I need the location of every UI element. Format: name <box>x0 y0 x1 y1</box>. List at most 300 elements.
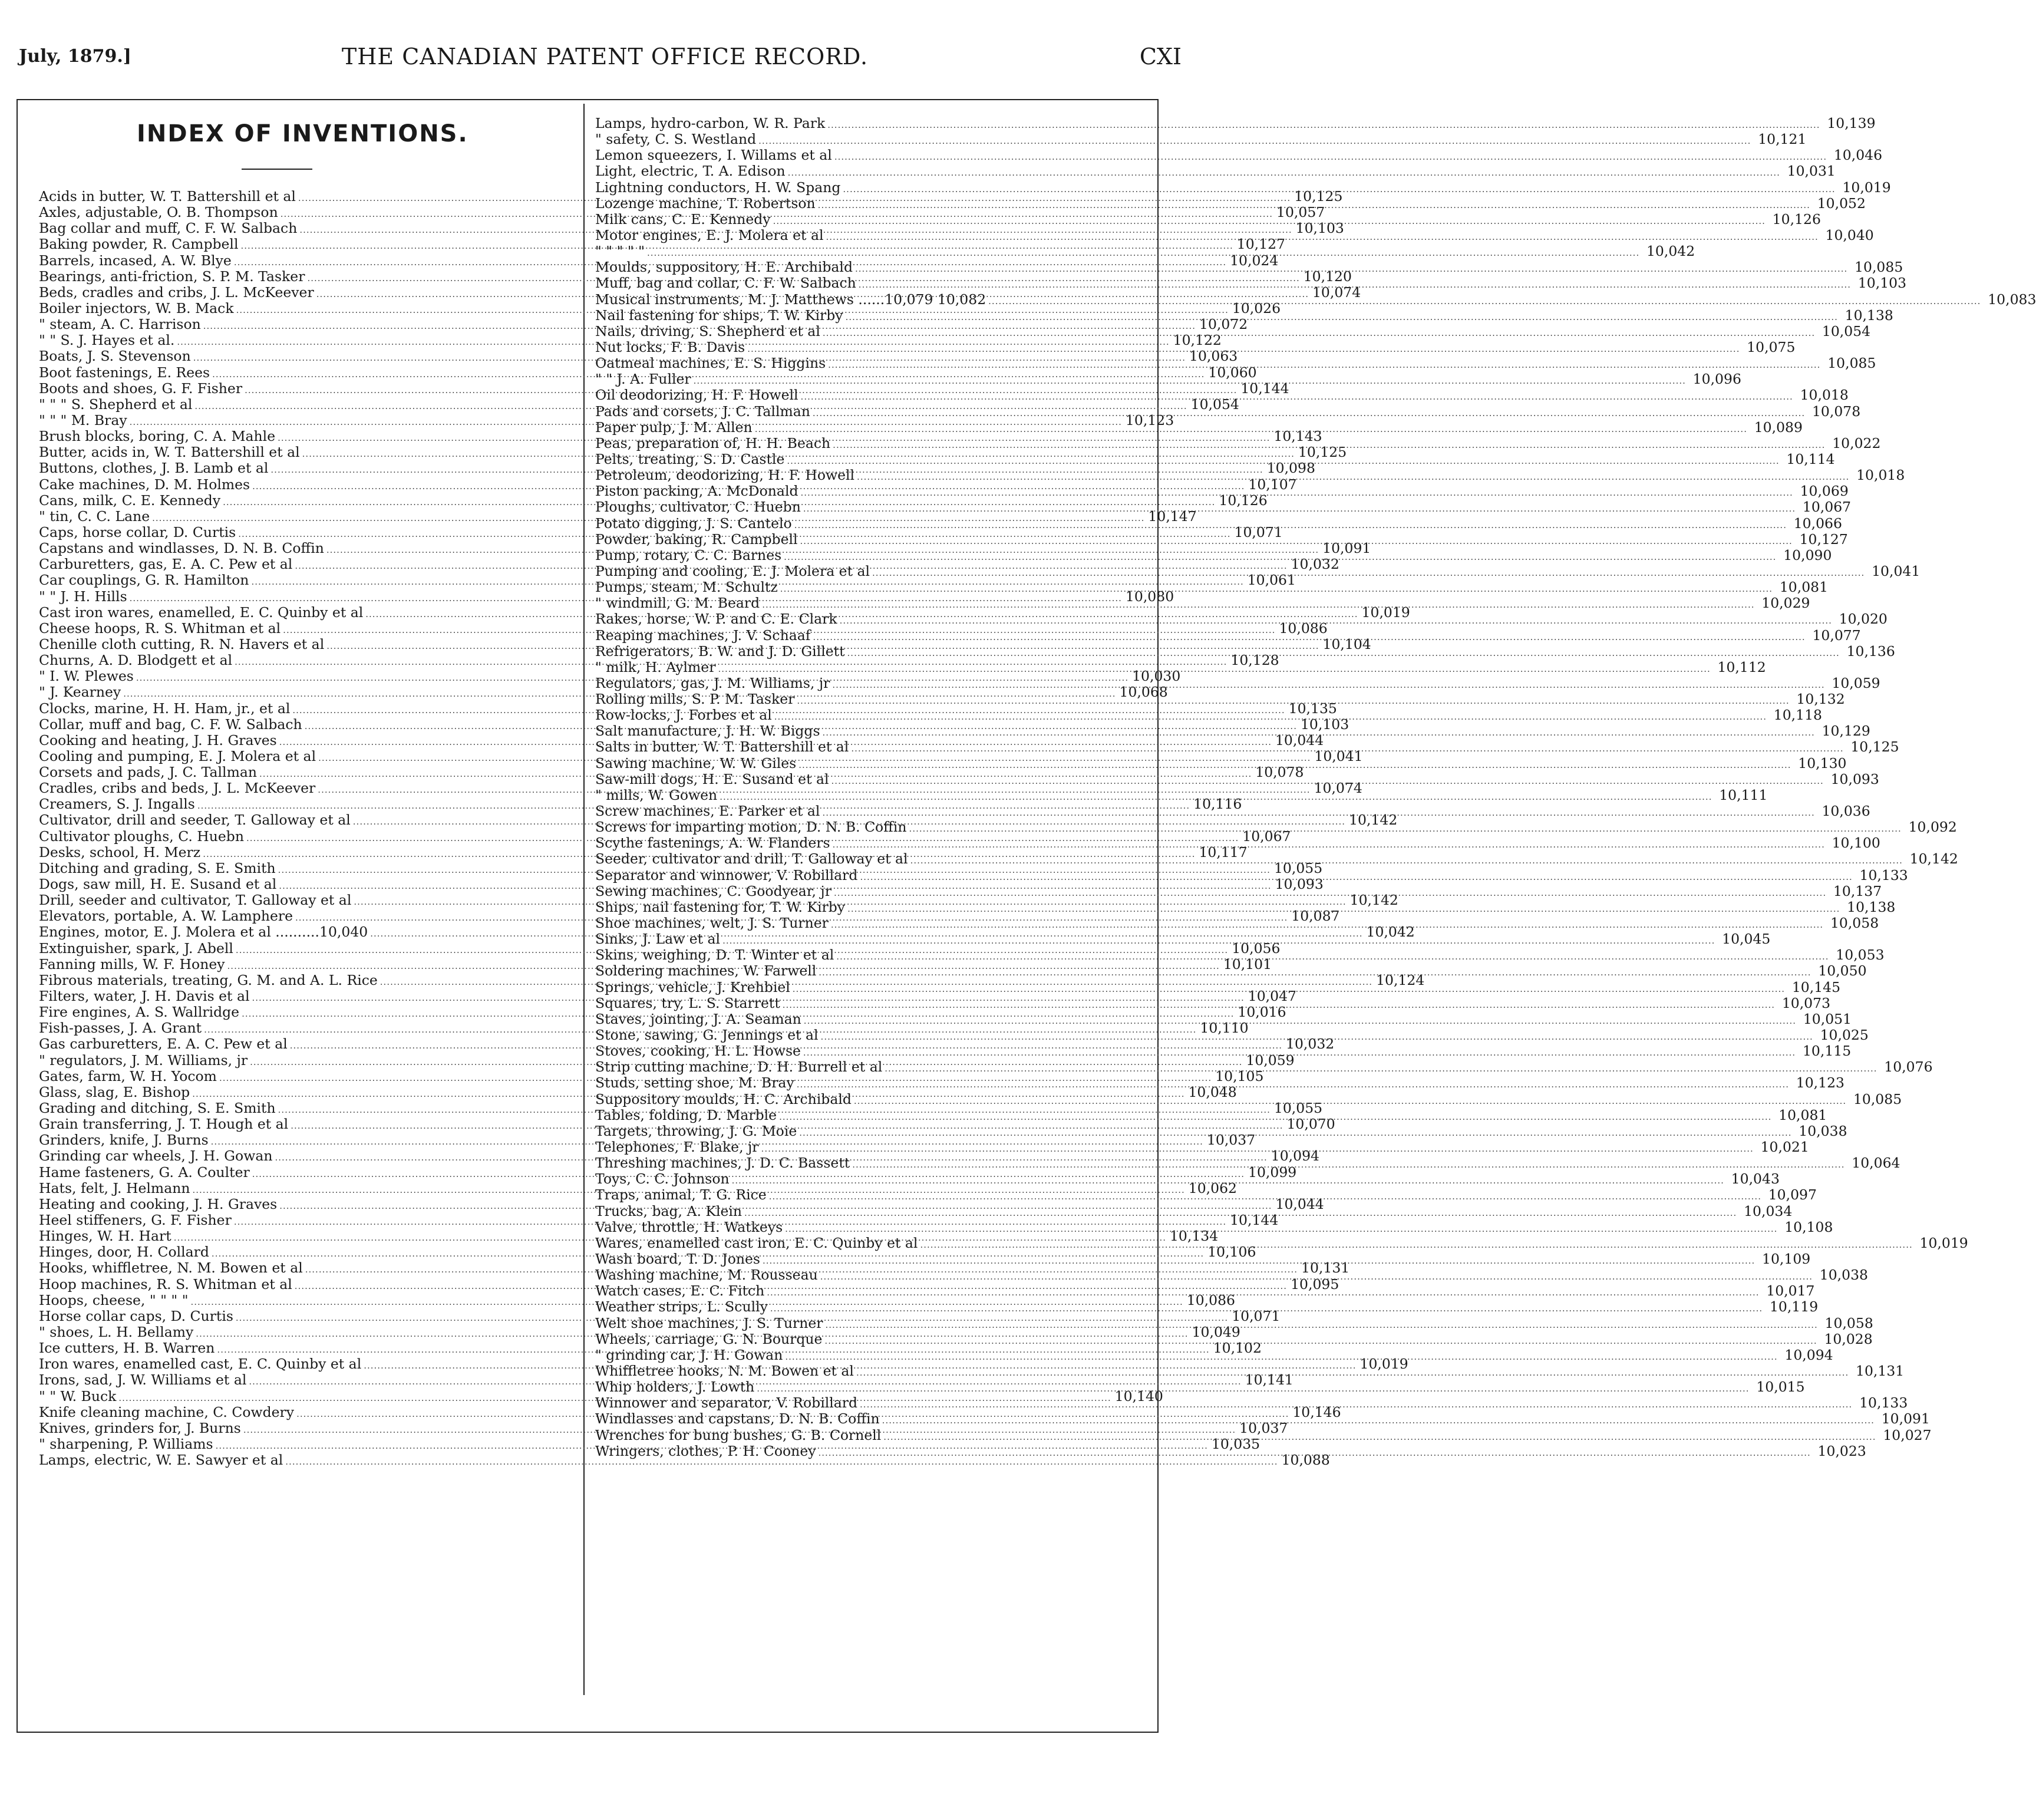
patent-number: 10,119 <box>1769 1298 1819 1315</box>
entry-text: Telephones, F. Blake, jr <box>595 1139 759 1155</box>
entry-text: Lozenge machine, T. Robertson <box>595 194 816 212</box>
patent-number: 10,027 <box>1883 1426 1932 1443</box>
dot-leader <box>757 1381 1749 1397</box>
patent-number: 10,134 <box>1169 1228 1219 1245</box>
dot-leader <box>797 1077 1789 1093</box>
entry-text: Iron wares, enamelled cast, E. C. Quinby et al <box>39 1356 362 1373</box>
entry-text: Cooling and pumping, E. J. Molera et al <box>39 747 316 764</box>
dot-leader <box>799 1125 1791 1141</box>
patent-number: 10,103 <box>1300 716 1349 733</box>
dot-leader <box>794 517 1787 533</box>
entry-text: Bag collar and muff, C. F. W. Salbach <box>39 220 298 237</box>
patent-number: 10,018 <box>1800 387 1849 404</box>
patent-number: 10,073 <box>1781 994 1831 1011</box>
patent-number: 10,108 <box>1784 1218 1833 1235</box>
patent-number: 10,085 <box>1854 259 1903 276</box>
patent-number: 10,046 <box>1833 147 1883 164</box>
entry-text: Boot fastenings, E. Rees <box>39 364 210 381</box>
entry-text: Corsets and pads, J. C. Tallman <box>39 764 257 781</box>
entry-text: Valve, throttle, H. Watkeys <box>595 1218 783 1235</box>
entry-text: Baking powder, R. Campbell <box>39 236 239 253</box>
entry-text: Fanning mills, W. F. Honey <box>39 955 225 972</box>
entry-text: Churns, A. D. Blodgett et al <box>39 652 233 669</box>
patent-number: 10,030 <box>1132 668 1181 685</box>
dot-leader <box>747 341 1740 357</box>
index-entry <box>595 147 1883 164</box>
dot-leader <box>720 789 1712 805</box>
patent-number: 10,076 <box>1884 1059 1933 1076</box>
entry-text: Pelts, treating, S. D. Castle <box>595 450 785 467</box>
heading-rule <box>242 169 312 170</box>
patent-number: 10,140 <box>1114 1387 1163 1404</box>
entry-text: " " S. J. Hayes et al. <box>39 332 175 349</box>
index-entry <box>595 115 1876 131</box>
patent-number: 10,078 <box>1811 403 1861 420</box>
index-entry <box>595 163 1836 180</box>
dot-leader <box>831 773 1824 789</box>
entry-text: Hoop machines, R. S. Whitman et al <box>39 1275 292 1293</box>
entry-text: Salts in butter, W. T. Battershill et al <box>595 738 849 756</box>
entry-text: Desks, school, H. Merz <box>39 843 201 860</box>
patent-number: 10,057 <box>1276 204 1325 221</box>
entry-text: Light, electric, T. A. Edison <box>595 163 786 180</box>
patent-number: 10,143 <box>1273 428 1322 445</box>
entry-text: Washing machine, M. Rousseau <box>595 1267 818 1284</box>
entry-text: Wrenches for bung bushes, G. B. Cornell <box>595 1426 882 1443</box>
dot-leader <box>770 1301 1763 1317</box>
entry-text: " grinding car, J. H. Gowan <box>595 1346 783 1363</box>
entry-text: Boats, J. S. Stevenson <box>39 348 191 365</box>
patent-number: 10,064 <box>1852 1155 1900 1172</box>
patent-number: 10,070 <box>1286 1116 1335 1133</box>
dot-leader <box>823 725 1815 741</box>
patent-number: 10,019 <box>1359 1356 1408 1373</box>
entry-text: Seeder, cultivator and drill, T. Galloway et al <box>595 850 908 868</box>
patent-number: 10,025 <box>1820 1027 1869 1044</box>
dot-leader <box>827 117 1820 133</box>
entry-text: Grain transferring, J. T. Hough et al <box>39 1116 289 1133</box>
entry-text: Targets, throwing, J. G. Moie <box>595 1122 797 1139</box>
entry-text: " milk, H. Aylmer <box>595 658 716 675</box>
entry-text: " " " M. Bray <box>39 411 127 428</box>
entry-text: Musical instruments, M. J. Matthews ......10,079 10,082 <box>595 291 986 308</box>
patent-number: 10,123 <box>1125 411 1174 428</box>
entry-text: Studs, setting shoe, M. Bray <box>595 1074 794 1092</box>
dot-leader <box>826 1317 1818 1333</box>
patent-number: 10,125 <box>1850 738 1899 756</box>
patent-number: 10,115 <box>1802 1043 1852 1060</box>
dot-leader <box>821 1029 1813 1045</box>
dot-leader <box>828 357 1820 373</box>
dot-leader <box>722 933 1715 949</box>
entry-text: Clocks, marine, H. H. Ham, jr., et al <box>39 700 291 717</box>
patent-number: 10,146 <box>1292 1403 1341 1420</box>
entry-text: Ploughs, cultivator, C. Huebn <box>595 499 801 516</box>
entry-text: Wringers, clothes, P. H. Cooney <box>595 1442 816 1459</box>
dot-leader <box>788 165 1780 181</box>
entry-text: Springs, vehicle, J. Krehbiel <box>595 978 790 995</box>
dot-leader <box>793 981 1785 997</box>
patent-number: 10,042 <box>1646 243 1695 260</box>
entry-text: " I. W. Plewes <box>39 668 134 685</box>
dot-leader <box>833 837 1825 853</box>
dot-leader <box>885 1061 1877 1077</box>
entry-text: Buttons, clothes, J. B. Lamb et al <box>39 460 269 477</box>
dot-leader <box>819 1445 1811 1461</box>
entry-text: Ditching and grading, S. E. Smith <box>39 859 276 876</box>
entry-text: Irons, sad, J. W. Williams et al <box>39 1371 247 1389</box>
patent-number: 10,028 <box>1824 1330 1873 1347</box>
entry-text: " " " " " <box>595 243 645 260</box>
entry-text: Pads and corsets, J. C. Tallman <box>595 403 810 420</box>
patent-number: 10,120 <box>1303 268 1352 285</box>
entry-text: Boiler injectors, W. B. Mack <box>39 299 234 316</box>
entry-text: Acids in butter, W. T. Battershill et al <box>39 188 296 205</box>
patent-number: 10,100 <box>1832 835 1880 852</box>
entry-text: Beds, cradles and cribs, J. L. McKeever <box>39 283 314 301</box>
patent-number: 10,045 <box>1722 931 1771 948</box>
patent-number: 10,081 <box>1778 1106 1827 1123</box>
patent-number: 10,031 <box>1787 163 1836 180</box>
entry-text: Hinges, W. H. Hart <box>39 1228 171 1245</box>
patent-number: 10,072 <box>1199 316 1248 333</box>
entry-text: Strip cutting machine, D. H. Burrell et al <box>595 1059 883 1076</box>
patent-number: 10,054 <box>1190 395 1239 413</box>
patent-number: 10,040 <box>1825 226 1874 243</box>
dot-leader <box>758 133 1751 149</box>
entry-text: Refrigerators, B. W. and J. D. Gillett <box>595 642 845 660</box>
patent-number: 10,019 <box>1361 604 1410 621</box>
entry-text: Ice cutters, H. B. Warren <box>39 1340 215 1357</box>
dot-leader <box>804 1013 1796 1029</box>
patent-number: 10,128 <box>1230 652 1279 669</box>
patent-number: 10,058 <box>1830 915 1879 932</box>
patent-number: 10,059 <box>1832 674 1880 691</box>
patent-number: 10,069 <box>1800 483 1849 500</box>
patent-number: 10,145 <box>1791 978 1841 995</box>
dot-leader <box>819 965 1811 981</box>
entry-text: Staves, jointing, J. A. Seaman <box>595 1010 801 1027</box>
patent-number: 10,112 <box>1717 658 1766 675</box>
patent-number: 10,085 <box>1827 355 1876 372</box>
patent-number: 10,098 <box>1266 460 1315 477</box>
patent-number: 10,141 <box>1245 1371 1293 1389</box>
patent-number: 10,044 <box>1275 731 1324 749</box>
patent-number: 10,103 <box>1857 275 1907 292</box>
patent-number: 10,122 <box>1173 332 1222 349</box>
patent-number: 10,018 <box>1856 467 1905 484</box>
patent-number: 10,107 <box>1248 476 1297 493</box>
patent-number: 10,090 <box>1783 546 1832 563</box>
entry-text: Moulds, suppository, H. E. Archibald <box>595 259 853 276</box>
patent-number: 10,080 <box>1125 588 1174 605</box>
patent-number: 10,118 <box>1773 707 1823 724</box>
patent-number: 10,093 <box>1275 876 1324 893</box>
entry-text: Nut locks, F. B. Davis <box>595 338 745 355</box>
patent-number: 10,139 <box>1827 115 1876 131</box>
patent-number: 10,071 <box>1234 523 1283 540</box>
dot-leader <box>831 917 1823 933</box>
entry-text: Pumps, steam, M. Schultz <box>595 579 778 596</box>
entry-text: Piston packing, A. McDonald <box>595 483 798 500</box>
entry-text: Fire engines, A. S. Wallridge <box>39 1004 240 1021</box>
running-head <box>0 44 1210 79</box>
entry-text: Fibrous materials, treating, G. M. and A. L. Rice <box>39 971 378 988</box>
dot-leader <box>803 501 1796 517</box>
entry-text: " tin, C. C. Lane <box>39 507 150 525</box>
dot-leader <box>774 709 1767 725</box>
dot-leader <box>803 1045 1796 1061</box>
entry-text: Salt manufacture, J. H. W. Biggs <box>595 723 820 740</box>
patent-number: 10,094 <box>1271 1148 1319 1165</box>
entry-text: " shoes, L. H. Bellamy <box>39 1323 194 1340</box>
patent-number: 10,038 <box>1819 1267 1869 1284</box>
entry-text: Dogs, saw mill, H. E. Susand et al <box>39 876 277 893</box>
entry-text: Welt shoe machines, J. S. Turner <box>595 1314 823 1331</box>
entry-text: Wares, enamelled cast iron, E. C. Quinby et al <box>595 1234 918 1251</box>
patent-number: 10,142 <box>1349 892 1398 909</box>
issue-date: July, 1879.] <box>19 46 131 67</box>
patent-number: 10,124 <box>1376 971 1425 988</box>
patent-number: 10,026 <box>1232 299 1281 316</box>
patent-number: 10,032 <box>1291 556 1339 573</box>
patent-number: 10,133 <box>1859 1394 1908 1412</box>
dot-leader <box>801 485 1793 501</box>
dot-leader <box>836 949 1829 965</box>
entry-text: Lamps, electric, W. E. Sawyer et al <box>39 1452 283 1469</box>
entry-text: " safety, C. S. Westland <box>595 131 757 148</box>
patent-number: 10,114 <box>1786 450 1835 467</box>
dot-leader <box>732 1173 1724 1189</box>
entry-text: " " " S. Shepherd et al <box>39 395 193 413</box>
patent-number: 10,060 <box>1208 364 1257 381</box>
patent-number: 10,058 <box>1824 1314 1873 1331</box>
index-entry <box>595 131 1807 148</box>
entry-text: Cast iron wares, enamelled, E. C. Quinby et al <box>39 604 364 621</box>
patent-number: 10,041 <box>1872 562 1920 579</box>
dot-leader <box>822 805 1814 821</box>
entry-text: Chenille cloth cutting, R. N. Havers et al <box>39 635 325 652</box>
entry-text: Knife cleaning machine, C. Cowdery <box>39 1403 295 1420</box>
patent-number: 10,127 <box>1799 530 1848 548</box>
dot-leader <box>797 693 1789 709</box>
patent-number: 10,043 <box>1731 1171 1780 1188</box>
dot-leader <box>834 149 1827 165</box>
entry-text: Potato digging, J. S. Cantelo <box>595 515 792 532</box>
patent-number: 10,088 <box>1281 1452 1330 1469</box>
entry-text: Threshing machines, J. D. C. Bassett <box>595 1155 850 1172</box>
patent-number: 10,034 <box>1744 1202 1793 1219</box>
entry-text: Cultivator, drill and seeder, T. Galloway et al <box>39 812 351 829</box>
entry-text: Row-locks, J. Forbes et al <box>595 707 772 724</box>
entry-text: Paper pulp, J. M. Allen <box>595 418 753 436</box>
patent-number: 10,023 <box>1817 1442 1866 1459</box>
entry-text: Grading and ditching, S. E. Smith <box>39 1100 276 1117</box>
entry-text: Cake machines, D. M. Holmes <box>39 476 250 493</box>
entry-text: Axles, adjustable, O. B. Thompson <box>39 204 278 221</box>
entry-text: Sewing machines, C. Goodyear, jr <box>595 882 831 899</box>
patent-number: 10,055 <box>1273 859 1323 876</box>
entry-text: Pumping and cooling, E. J. Molera et al <box>595 562 870 579</box>
entry-text: Screws for imparting motion, D. N. B. Coffin <box>595 819 907 836</box>
entry-text: Oil deodorizing, H. F. Howell <box>595 387 798 404</box>
entry-text: Hinges, door, H. Collard <box>39 1244 209 1261</box>
patent-number: 10,099 <box>1248 1163 1297 1181</box>
dot-leader <box>783 997 1775 1013</box>
entry-text: Petroleum, deodorizing, H. F. Howell <box>595 467 855 484</box>
patent-number: 10,036 <box>1821 803 1870 820</box>
patent-number: 10,019 <box>1842 179 1891 196</box>
entry-text: Nails, driving, S. Shepherd et al <box>595 322 820 339</box>
dot-leader <box>854 1093 1846 1109</box>
patent-number: 10,041 <box>1314 747 1363 764</box>
entry-text: " steam, A. C. Harrison <box>39 316 201 333</box>
patent-number: 10,054 <box>1821 322 1871 339</box>
patent-number: 10,047 <box>1248 988 1296 1005</box>
entry-text: " mills, W. Gowen <box>595 786 718 803</box>
entry-text: Suppository moulds, H. C. Archibald <box>595 1090 852 1107</box>
entry-text: " windmill, G. M. Beard <box>595 595 760 612</box>
patent-number: 10,063 <box>1189 348 1238 365</box>
entry-text: Trucks, bag, A. Klein <box>595 1202 743 1219</box>
patent-number: 10,020 <box>1839 611 1887 628</box>
entry-text: Cheese hoops, R. S. Whitman et al <box>39 619 281 637</box>
dot-leader <box>718 661 1710 677</box>
entry-text: Hats, felt, J. Helmann <box>39 1179 190 1196</box>
patent-number: 10,093 <box>1830 770 1879 787</box>
patent-number: 10,138 <box>1844 306 1893 324</box>
entry-text: Stoves, cooking, H. L. Howse <box>595 1043 801 1060</box>
entry-text: Hoops, cheese, " " " " <box>39 1291 189 1308</box>
patent-number: 10,086 <box>1279 619 1328 637</box>
publication-title: THE CANADIAN PATENT OFFICE RECORD. <box>341 44 869 70</box>
patent-number: 10,015 <box>1756 1379 1805 1396</box>
entry-text: Muff, bag and collar, C. F. W. Salbach <box>595 275 856 292</box>
entry-text: Knives, grinders for, J. Burns <box>39 1419 241 1436</box>
patent-number: 10,081 <box>1779 579 1829 596</box>
patent-number: 10,044 <box>1275 1195 1324 1212</box>
patent-number: 10,126 <box>1772 210 1821 228</box>
dot-leader <box>785 1221 1777 1237</box>
patent-number: 10,032 <box>1286 1036 1335 1053</box>
entry-text: Stone, sawing, G. Jennings et al <box>595 1027 819 1044</box>
entry-text: Hame fasteners, G. A. Coulter <box>39 1163 250 1181</box>
patent-number: 10,144 <box>1230 1212 1279 1228</box>
dot-leader <box>780 581 1773 597</box>
entry-text: Rolling mills, S. P. M. Tasker <box>595 691 795 708</box>
entry-text: Drill, seeder and cultivator, T. Galloway et al <box>39 892 352 909</box>
entry-text: Cultivator ploughs, C. Huebn <box>39 827 244 845</box>
patent-number: 10,130 <box>1798 754 1847 771</box>
entry-text: Lamps, hydro-carbon, W. R. Park <box>595 115 826 131</box>
entry-text: Hooks, whiffletree, N. M. Bowen et al <box>39 1260 303 1277</box>
dot-leader <box>761 1141 1754 1157</box>
entry-text: Lemon squeezers, I. Willams et al <box>595 147 832 164</box>
patent-number: 10,129 <box>1821 723 1870 740</box>
index-title: INDEX OF INVENTIONS. <box>137 120 468 147</box>
patent-number: 10,126 <box>1219 492 1268 509</box>
entry-text: Cradles, cribs and beds, J. L. McKeever <box>39 780 316 797</box>
patent-number: 10,110 <box>1200 1020 1249 1037</box>
entry-text: Caps, horse collar, D. Curtis <box>39 523 236 540</box>
patent-number: 10,037 <box>1239 1419 1288 1436</box>
entry-text: Toys, C. C. Johnson <box>595 1171 730 1188</box>
patent-number: 10,074 <box>1314 780 1362 797</box>
dot-leader <box>846 309 1838 325</box>
dot-leader <box>834 885 1826 901</box>
patent-number: 10,133 <box>1859 866 1908 883</box>
patent-number: 10,037 <box>1206 1132 1256 1149</box>
patent-number: 10,068 <box>1119 684 1168 701</box>
entry-text: Extinguisher, spark, J. Abell <box>39 939 233 957</box>
dot-leader <box>847 901 1840 917</box>
dot-leader <box>910 853 1903 869</box>
patent-number: 10,051 <box>1803 1010 1852 1027</box>
entry-text: Oatmeal machines, E. S. Higgins <box>595 355 826 372</box>
patent-number: 10,095 <box>1291 1275 1339 1293</box>
dot-leader <box>852 1157 1844 1173</box>
entry-text: Traps, animal, T. G. Rice <box>595 1186 767 1204</box>
dot-leader <box>801 389 1793 405</box>
dot-leader <box>779 1109 1771 1125</box>
dot-leader <box>813 405 1805 421</box>
patent-number: 10,085 <box>1853 1090 1902 1107</box>
entry-text: Reaping machines, J. V. Schaaf <box>595 627 811 644</box>
entry-text: Gas carburetters, E. A. C. Pew et al <box>39 1036 288 1053</box>
patent-number: 10,024 <box>1230 252 1279 269</box>
patent-number: 10,077 <box>1812 627 1861 644</box>
patent-number: 10,132 <box>1796 691 1845 708</box>
patent-number: 10,094 <box>1784 1346 1833 1363</box>
entry-text: Wheels, carriage, G. N. Bourque <box>595 1330 823 1347</box>
patent-number: 10,067 <box>1242 827 1291 845</box>
entry-text: Heating and cooking, J. H. Graves <box>39 1195 278 1212</box>
dot-leader <box>767 1285 1759 1301</box>
entry-text: Horse collar caps, D. Curtis <box>39 1307 233 1324</box>
dot-leader <box>813 629 1805 645</box>
patent-number: 10,087 <box>1291 908 1340 925</box>
dot-leader <box>769 1189 1761 1205</box>
entry-text: Glass, slag, E. Bishop <box>39 1083 190 1100</box>
dot-leader <box>763 1253 1755 1269</box>
entry-text: Boots and shoes, G. F. Fisher <box>39 380 243 397</box>
entry-text: " sharpening, P. Williams <box>39 1435 213 1452</box>
patent-number: 10,125 <box>1294 188 1343 205</box>
dot-leader <box>787 453 1779 469</box>
patent-number: 10,091 <box>1322 540 1371 557</box>
entry-text: Watch cases, E. C. Fitch <box>595 1282 765 1300</box>
patent-number: 10,138 <box>1847 898 1896 915</box>
entry-text: Powder, baking, R. Campbell <box>595 530 798 548</box>
dot-leader <box>988 294 1981 309</box>
patent-number: 10,147 <box>1148 507 1197 525</box>
entry-text: " " W. Buck <box>39 1387 117 1404</box>
entry-text: Filters, water, J. H. Davis et al <box>39 988 250 1005</box>
patent-number: 10,091 <box>1881 1410 1930 1427</box>
patent-number: 10,038 <box>1799 1122 1847 1139</box>
entry-text: Saw-mill dogs, H. E. Susand et al <box>595 770 829 787</box>
patent-number: 10,021 <box>1760 1139 1809 1155</box>
dot-leader <box>851 741 1843 757</box>
entry-text: Weather strips, L. Scully <box>595 1298 768 1315</box>
entry-text: Collar, muff and bag, C. F. W. Salbach <box>39 716 302 733</box>
entry-text: Winnower and separator, V. Robillard <box>595 1394 858 1412</box>
patent-number: 10,016 <box>1238 1004 1286 1021</box>
patent-number: 10,101 <box>1223 955 1272 972</box>
dot-leader <box>882 1413 1875 1429</box>
patent-number: 10,071 <box>1232 1307 1281 1324</box>
patent-number: 10,022 <box>1832 434 1881 451</box>
